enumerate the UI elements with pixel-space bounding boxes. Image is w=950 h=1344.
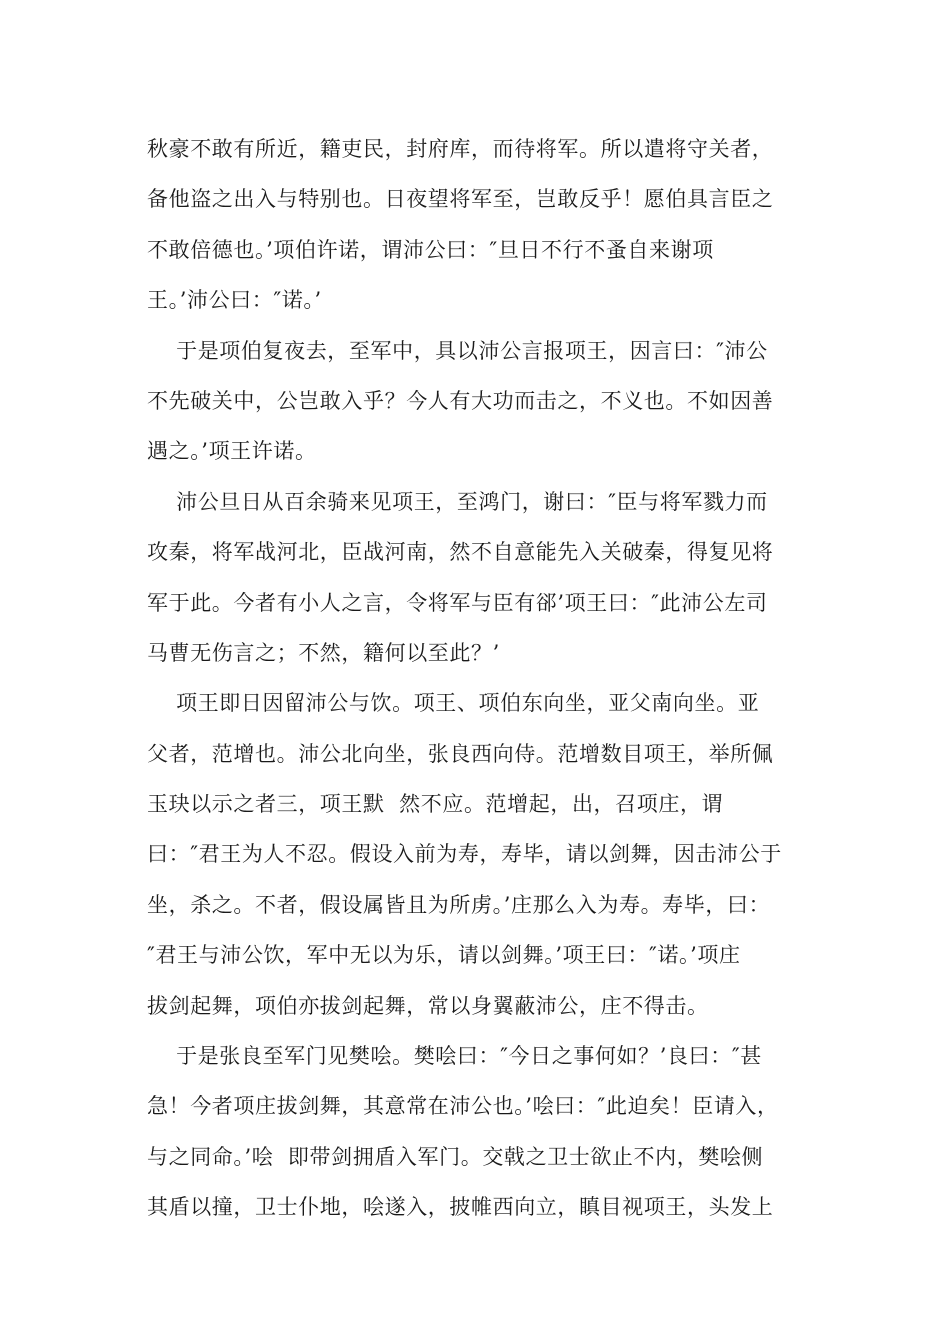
text-line: 急！今者项庄拔剑舞，其意常在沛公也。’哙曰：″此迫矣！臣请入， <box>147 1094 779 1119</box>
text-line: 于是项伯复夜去，至军中，具以沛公言报项王，因言曰：″沛公 <box>147 338 768 363</box>
text-line: 玉玦以示之者三，项王默 然不应。范增起，出，召项庄，谓 <box>147 792 724 817</box>
text-line: 不敢倍德也。’项伯许诺，谓沛公曰：″旦日不行不蚤自来谢项 <box>147 237 714 262</box>
text-line: 王。’沛公曰：″诺。’ <box>147 288 322 313</box>
text-line: 秋豪不敢有所近，籍吏民，封府库，而待将军。所以遣将守关者， <box>147 137 774 161</box>
text-line: 坐，杀之。不者，假设属皆且为所虏。’庄那么入为寿。寿毕，曰： <box>147 892 771 917</box>
text-line: 军于此。今者有小人之言，令将军与臣有郤’项王曰：″此沛公左司 <box>147 590 768 615</box>
text-line: 不先破关中，公岂敢入乎？今人有大功而击之，不义也。不如因善 <box>147 388 774 413</box>
text-line: 沛公旦日从百余骑来见项王，至鸿门，谢曰：″臣与将军戮力而 <box>147 489 768 514</box>
text-line: 拔剑起舞，项伯亦拔剑起舞，常以身翼蔽沛公，庄不得击。 <box>147 993 709 1018</box>
body-text <box>147 124 817 1233</box>
text-line: 与之同命。’哙 即带剑拥盾入军门。交戟之卫士欲止不内，樊哙侧 <box>147 1144 764 1169</box>
text-line: 遇之。’项王许诺。 <box>147 439 317 464</box>
text-line: 于是张良至军门见樊哙。樊哙曰：″今日之事何如？’良曰：″甚 <box>147 1044 762 1069</box>
text-line: 其盾以撞，卫士仆地，哙遂入，披帷西向立，瞋目视项王，头发上 <box>147 1195 774 1220</box>
text-line: 项王即日因留沛公与饮。项王、项伯东向坐，亚父南向坐。亚 <box>147 691 760 716</box>
text-line: ″君王与沛公饮，军中无以为乐，请以剑舞。’项王曰：″诺。’项庄 <box>147 943 741 968</box>
text-line: 曰：″君王为人不忍。假设入前为寿，寿毕，请以剑舞，因击沛公于 <box>147 842 782 867</box>
text-line: 马曹无伤言之；不然，籍何以至此？’ <box>147 640 500 665</box>
text-line: 攻秦，将军战河北，臣战河南，然不自意能先入关破秦，得复见将 <box>147 540 774 565</box>
text-line: 备他盗之出入与特别也。日夜望将军至，岂敢反乎！愿伯具言臣之 <box>147 187 774 212</box>
text-line: 父者，范增也。沛公北向坐，张良西向侍。范增数目项王，举所佩 <box>147 741 774 766</box>
